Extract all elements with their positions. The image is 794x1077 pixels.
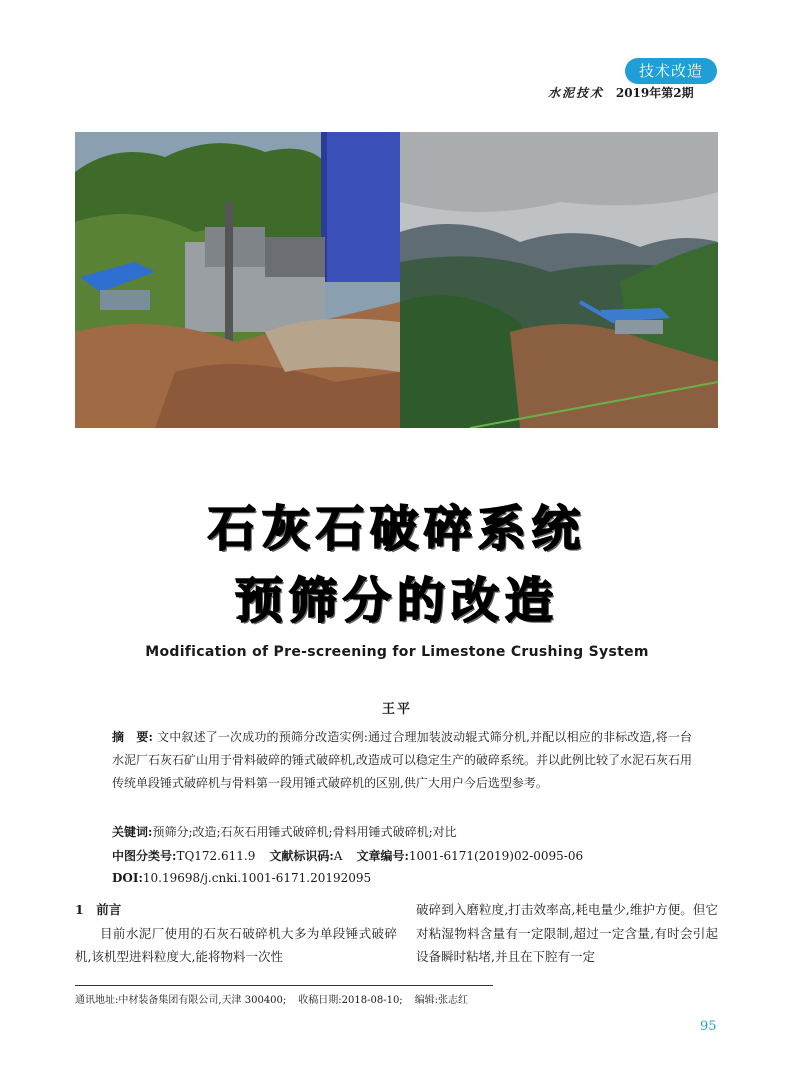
footnote-divider bbox=[75, 985, 493, 986]
clc-value: TQ172.611.9 bbox=[176, 849, 256, 863]
body-column-left bbox=[75, 898, 397, 969]
abstract bbox=[112, 726, 692, 795]
journal-name: 水泥技术 bbox=[548, 86, 605, 100]
section-tag: 技术改造 bbox=[625, 58, 717, 84]
classification-line bbox=[112, 847, 583, 864]
article-title-line1: 石灰石破碎系统 bbox=[207, 501, 586, 557]
journal-header bbox=[548, 84, 694, 101]
doi-value: 10.19698/j.cnki.1001-6171.20192095 bbox=[142, 871, 372, 885]
article-no-label: 文章编号: bbox=[356, 849, 409, 863]
keywords-line bbox=[112, 823, 457, 840]
doccode-value: A bbox=[333, 849, 343, 863]
body-column-right bbox=[416, 898, 718, 969]
footnote-address: 通讯地址:中材装备集团有限公司,天津 300400; bbox=[75, 995, 287, 1006]
article-title-line2: 预筛分的改造 bbox=[234, 573, 559, 629]
footnote-received: 收稿日期:2018-08-10; bbox=[298, 995, 403, 1006]
abstract-text: 文中叙述了一次成功的预筛分改造实例:通过合理加装波动辊式筛分机,并配以相应的非标改造,将一台水泥厂石灰石矿山用于骨料破碎的锤式破碎机,改造成可以稳定生产的破碎系统。并以此例比较了水泥石灰石用传统单段锤式破碎机与骨料第一段用锤式破碎机的区别,供广大用户今后选型参考。 bbox=[112, 730, 692, 790]
body-paragraph: 目前水泥厂使用的石灰石破碎机大多为单段锤式破碎机,该机型进料粒度大,能将物料一次性 bbox=[75, 925, 397, 964]
abstract-label: 摘 要: bbox=[112, 730, 153, 744]
footnote bbox=[75, 991, 468, 1006]
photo-mountain-site bbox=[400, 132, 718, 428]
body-paragraph: 破碎到入磨粒度,打击效率高,耗电量少,维护方便。但它对粘湿物料含量有一定限制,超过一定含量,有时会引起设备瞬时粘堵,并且在下腔有一定 bbox=[416, 902, 718, 964]
doccode-label: 文献标识码: bbox=[269, 849, 334, 863]
article-no-value: 1001-6171(2019)02-0095-06 bbox=[408, 849, 584, 863]
keywords-label: 关键词: bbox=[112, 825, 153, 839]
doi-line bbox=[112, 871, 371, 885]
photo-crushing-station bbox=[75, 132, 400, 428]
clc-label: 中图分类号: bbox=[112, 849, 177, 863]
keywords: 预筛分;改造;石灰石用锤式破碎机;骨料用锤式破碎机;对比 bbox=[152, 825, 457, 839]
article-title-english: Modification of Pre-screening for Limestone Crushing System bbox=[145, 644, 649, 660]
footnote-editor: 编辑:张志红 bbox=[414, 995, 469, 1006]
author: 王平 bbox=[381, 702, 412, 717]
page-number: 95 bbox=[700, 1019, 717, 1034]
section-heading: 1 前言 bbox=[75, 902, 122, 917]
doi-label: DOI: bbox=[112, 871, 143, 885]
journal-issue: 2019年第2期 bbox=[615, 86, 694, 100]
